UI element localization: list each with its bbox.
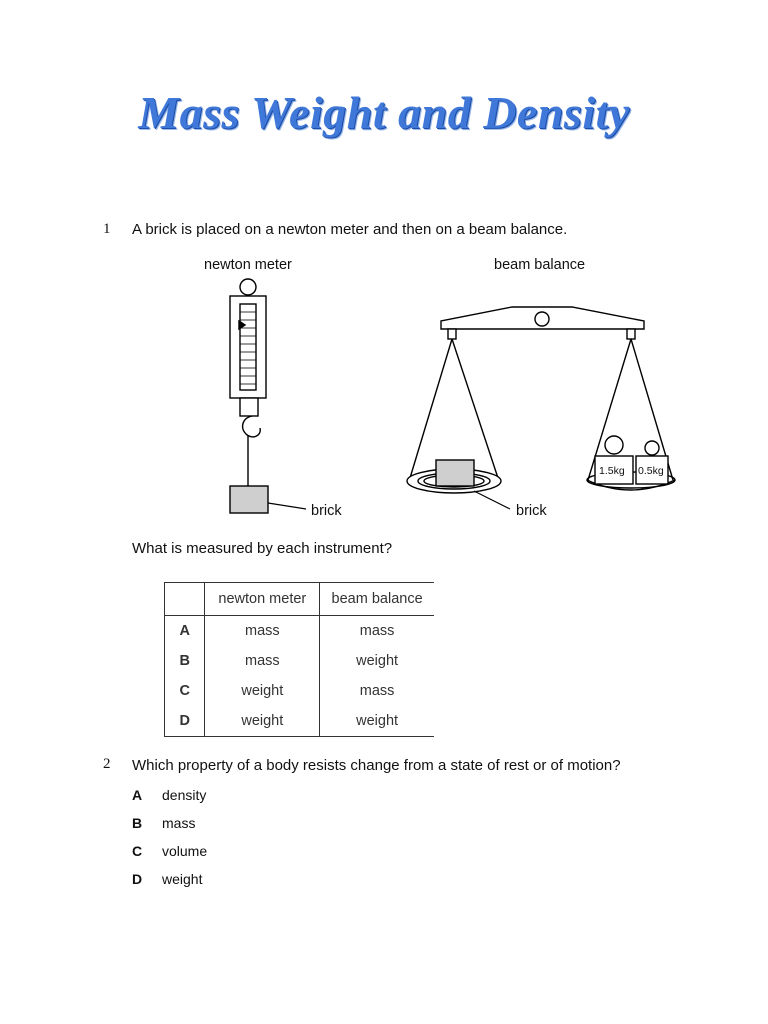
- question-2-number: 2: [103, 756, 111, 772]
- table-cell: weight: [356, 653, 399, 669]
- brick-right-icon: [436, 460, 474, 486]
- table-header-cell: [165, 583, 205, 616]
- question-2-text: Which property of a body resists change from a state of rest or of motion?: [132, 757, 621, 774]
- answer-table: [164, 582, 434, 737]
- table-cell: mass: [359, 623, 395, 639]
- brick-right-label: brick: [516, 503, 547, 519]
- table-cell: weight: [205, 706, 320, 737]
- mass-0-5kg-label: 0.5kg: [638, 465, 664, 477]
- table-cell: mass: [205, 616, 320, 647]
- table-row: [165, 646, 435, 676]
- option-letter: D: [165, 706, 205, 737]
- option-b-letter: B: [132, 815, 143, 831]
- mass-1-5kg-label: 1.5kg: [599, 465, 625, 477]
- table-row: [165, 676, 435, 706]
- option-letter: B: [165, 646, 205, 676]
- option-c-letter: C: [132, 843, 143, 859]
- page-title: Mass Weight and Density: [138, 87, 630, 138]
- brick-left-icon: [230, 486, 268, 513]
- table-cell: weight: [320, 706, 434, 737]
- newton-meter-label: newton meter: [204, 257, 292, 273]
- beam-balance-label: beam balance: [494, 257, 586, 273]
- option-b-text: mass: [162, 815, 196, 831]
- newton-meter-drawing: [230, 279, 266, 486]
- option-letter: C: [165, 676, 205, 706]
- question-1-number: 1: [103, 221, 111, 237]
- question-1-prompt: What is measured by each instrument?: [132, 540, 393, 557]
- table-row: [165, 706, 435, 737]
- option-d-letter: D: [132, 871, 143, 887]
- question-1-text: A brick is placed on a newton meter and then on a beam balance.: [132, 221, 568, 238]
- option-a-text: density: [162, 787, 207, 803]
- option-d-text: weight: [162, 871, 203, 887]
- option-c-text: volume: [162, 843, 208, 859]
- option-a-letter: A: [132, 787, 143, 803]
- table-header-cell: newton meter: [205, 583, 320, 616]
- table-cell: weight: [205, 676, 320, 706]
- table-cell: mass: [359, 683, 395, 699]
- table-header-row: [165, 583, 435, 616]
- table-cell: mass: [205, 646, 320, 676]
- table-header-cell: beam balance: [331, 591, 423, 607]
- option-letter: A: [165, 616, 205, 647]
- table-row: [165, 616, 435, 647]
- brick-left-label: brick: [311, 503, 342, 519]
